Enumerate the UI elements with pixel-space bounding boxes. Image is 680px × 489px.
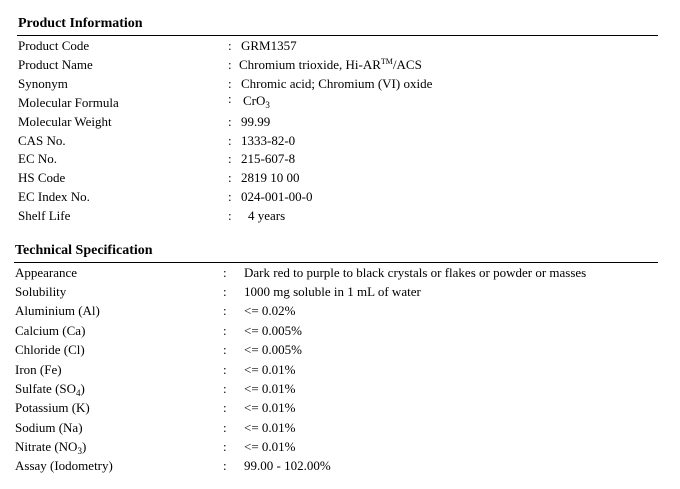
row-solubility [15, 283, 658, 301]
row-shelf-life [18, 207, 658, 225]
row-product-name [18, 56, 658, 74]
value-solubility: 1000 mg soluble in 1 mL of water [244, 284, 421, 299]
row-ec-index-no [18, 188, 658, 206]
row-calcium [15, 322, 658, 340]
value-sulfate: <= 0.01% [244, 381, 296, 396]
product-name-tail: /ACS [392, 57, 422, 72]
label-calcium: Calcium (Ca) [15, 323, 86, 338]
nitrate-subscript: 3 [77, 446, 82, 456]
value-molecular-weight: 99.99 [241, 114, 271, 129]
value-product-code: GRM1357 [241, 38, 297, 53]
value-aluminium: <= 0.02% [244, 303, 296, 318]
separator: : [228, 170, 232, 185]
label-iron: Iron (Fe) [15, 362, 62, 377]
label-molecular-weight: Molecular Weight [18, 114, 112, 129]
sulfate-tail: ) [80, 381, 85, 396]
value-hs-code: 2819 10 00 [241, 170, 300, 185]
separator: : [223, 265, 227, 280]
trademark-superscript: TM [380, 57, 393, 66]
technical-specification-heading: Technical Specification [15, 243, 153, 258]
row-potassium [15, 399, 658, 417]
separator: : [228, 91, 232, 106]
label-ec-no: EC No. [18, 151, 57, 166]
value-appearance: Dark red to purple to black crystals or flakes or powder or masses [244, 265, 587, 280]
label-solubility: Solubility [15, 284, 67, 299]
separator: : [223, 400, 227, 415]
value-shelf-life: 4 years [248, 208, 286, 223]
technical-specification-rule [14, 262, 658, 263]
value-potassium: <= 0.01% [244, 400, 296, 415]
value-nitrate: <= 0.01% [244, 439, 296, 454]
row-sodium [15, 419, 658, 437]
product-information-rule [17, 35, 658, 36]
formula-main: CrO [243, 93, 266, 108]
label-nitrate [15, 438, 86, 456]
row-nitrate [15, 438, 658, 456]
separator: : [223, 420, 227, 435]
label-sodium: Sodium (Na) [15, 420, 83, 435]
value-sodium: <= 0.01% [244, 420, 296, 435]
label-assay: Assay (Iodometry) [15, 458, 113, 473]
label-hs-code: HS Code [18, 170, 66, 185]
label-molecular-formula: Molecular Formula [18, 95, 119, 110]
row-assay [15, 457, 658, 475]
value-ec-no: 215-607-8 [241, 151, 296, 166]
separator: : [228, 208, 232, 223]
value-synonym: Chromic acid; Chromium (VI) oxide [241, 76, 433, 91]
row-appearance [15, 264, 658, 282]
label-chloride: Chloride (Cl) [15, 342, 85, 357]
label-cas-no: CAS No. [18, 133, 66, 148]
formula-subscript: 3 [265, 100, 270, 110]
sulfate-subscript: 4 [76, 388, 81, 398]
separator: : [228, 114, 232, 129]
label-appearance: Appearance [15, 265, 78, 280]
value-molecular-formula [243, 92, 270, 110]
row-sulfate [15, 380, 658, 398]
separator: : [223, 381, 227, 396]
separator: : [228, 133, 232, 148]
product-information-heading: Product Information [18, 16, 143, 31]
value-iron: <= 0.01% [244, 362, 296, 377]
separator: : [223, 439, 227, 454]
label-product-name: Product Name [18, 57, 93, 72]
label-ec-index-no: EC Index No. [18, 189, 90, 204]
label-potassium: Potassium (K) [15, 400, 90, 415]
label-aluminium: Aluminium (Al) [15, 303, 100, 318]
product-name-main: Chromium trioxide, Hi-AR [239, 57, 381, 72]
separator: : [228, 57, 232, 72]
separator: : [223, 303, 227, 318]
separator: : [228, 151, 232, 166]
value-product-name [239, 56, 422, 74]
row-hs-code [18, 169, 658, 187]
separator: : [223, 284, 227, 299]
separator: : [223, 362, 227, 377]
label-synonym: Synonym [18, 76, 68, 91]
row-ec-no [18, 150, 658, 168]
sulfate-main: Sulfate (SO [15, 381, 77, 396]
row-molecular-formula [18, 91, 658, 112]
row-iron [15, 361, 658, 379]
value-assay: 99.00 - 102.00% [244, 458, 331, 473]
value-ec-index-no: 024-001-00-0 [241, 189, 313, 204]
value-chloride: <= 0.005% [244, 342, 302, 357]
row-cas-no [18, 132, 658, 150]
label-product-code: Product Code [18, 38, 90, 53]
value-calcium: <= 0.005% [244, 323, 302, 338]
separator: : [223, 323, 227, 338]
value-cas-no: 1333-82-0 [241, 133, 296, 148]
row-product-code [18, 37, 658, 55]
nitrate-tail: ) [81, 439, 87, 454]
separator: : [223, 458, 227, 473]
row-chloride [15, 341, 658, 359]
label-shelf-life: Shelf Life [18, 208, 71, 223]
separator: : [228, 76, 232, 91]
row-molecular-weight [18, 113, 658, 131]
label-sulfate [15, 380, 85, 398]
separator: : [228, 189, 232, 204]
row-aluminium [15, 302, 658, 320]
nitrate-main: Nitrate (NO [15, 439, 78, 454]
separator: : [223, 342, 227, 357]
row-synonym [18, 75, 658, 93]
separator: : [228, 38, 232, 53]
